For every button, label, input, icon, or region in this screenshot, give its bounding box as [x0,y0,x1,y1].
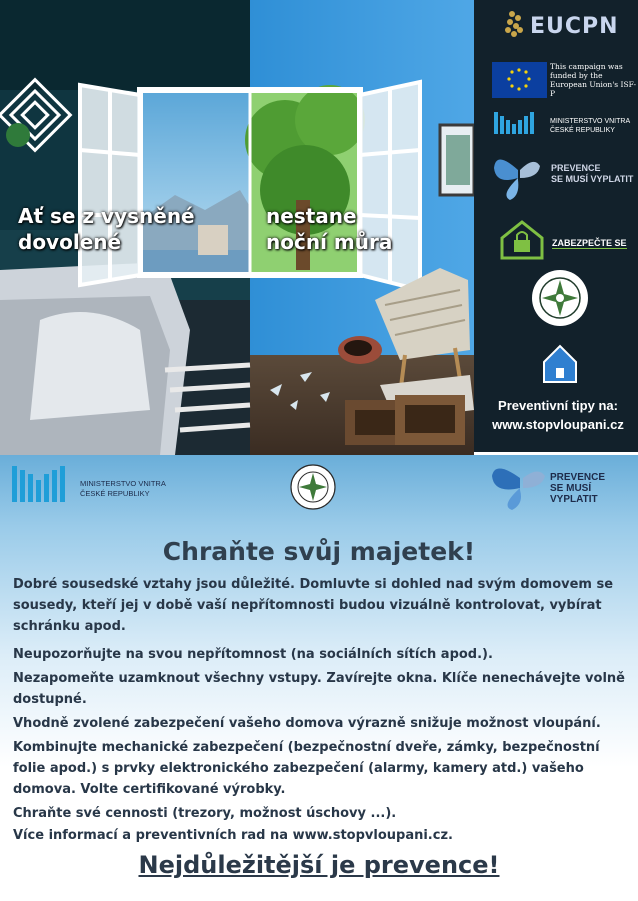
advice-paragraph-6: Chraňte své cennosti (trezory, možnost úschovy ...). [13,806,397,821]
preventive-tips [478,396,638,434]
butterfly-low-icon [492,468,545,510]
police-badge-icon [532,270,588,326]
police-badge-low-icon [291,465,335,509]
ministry-text-low [80,479,166,499]
hero-right-text [266,203,392,255]
ministry-low-line1: MINISTERSTVO VNITRA [80,479,166,488]
house-lock-icon [502,222,542,258]
prevence-text-side [551,163,633,185]
zabezpecte-text: ZABEZPEČTE SE [552,238,627,248]
hero-right-line2: noční můra [266,230,393,254]
hero-right-line1: nestane [266,204,357,228]
prevence-text-low [550,472,638,505]
prevence-side-line2: SE MUSÍ VYPLATIT [551,174,634,184]
eu-flag-icon [492,62,547,98]
ministry-text-side [550,117,630,135]
ministry-side-line1: MINISTERSTVO VNITRA [550,118,631,125]
ministry-logo-icon [494,112,534,134]
eucpn-dots-icon [505,11,523,37]
prevence-low-line2: SE MUSÍ VYPLATIT [550,483,598,505]
advice-paragraph-1: Dobré sousedské vztahy jsou důležité. Domluvte si dohled nad svým domovem se sousedy, kteří jej v době vaší nepřítomnosti budou vizuálně kontrolovat, vybírat schránku apod. [13,577,614,634]
eucpn-logo-text: EUCPN [530,14,619,39]
advice-paragraph-5: Kombinujte mechanické zabezpečení (bezpečnostní dveře, zámky, bezpečnostní folie apod.) s prvky elektronického zabezpečení (alarmy, kamery atd.) vašeho domova. Volte certifikované výrobky. [13,740,600,797]
tips-line1: Preventivní tipy na: [498,398,618,413]
advice-paragraph-2: Neupozorňujte na svou nepřítomnost (na sociálních sítích apod.). [13,647,493,662]
ministry-low-line2: ČESKÉ REPUBLIKY [80,489,150,498]
advice-paragraph-3: Nezapomeňte uzamknout všechny vstupy. Zavírejte okna. Klíče nenechávejte volně dostupné. [13,671,625,707]
prevence-low-line1: PREVENCE [550,472,606,483]
advice-paragraph-4: Vhodně zvolené zabezpečení vašeho domova výrazně snižuje možnost vloupání. [13,716,601,731]
hero-left-text [18,203,195,255]
eu-funding-text: This campaign was funded by the European Union's ISF-P [550,62,637,98]
page-title: Chraňte svůj majetek! [162,537,476,566]
home-security-icon [544,346,576,382]
hero-left-line2: dovolené [18,230,122,254]
tips-url-link[interactable]: www.stopvloupani.cz [492,417,624,432]
ministry-side-line2: ČESKÉ REPUBLIKY [550,127,615,134]
hero-left-line1: Ať se z vysněné [18,204,195,228]
ministry-logo-low-icon [12,466,65,502]
advice-paragraph-7: Více informací a preventivních rad na www.stopvloupani.cz. [13,828,453,843]
prevence-side-line1: PREVENCE [551,163,601,173]
closing-slogan: Nejdůležitější je prevence! [138,851,500,879]
butterfly-icon [494,159,540,200]
